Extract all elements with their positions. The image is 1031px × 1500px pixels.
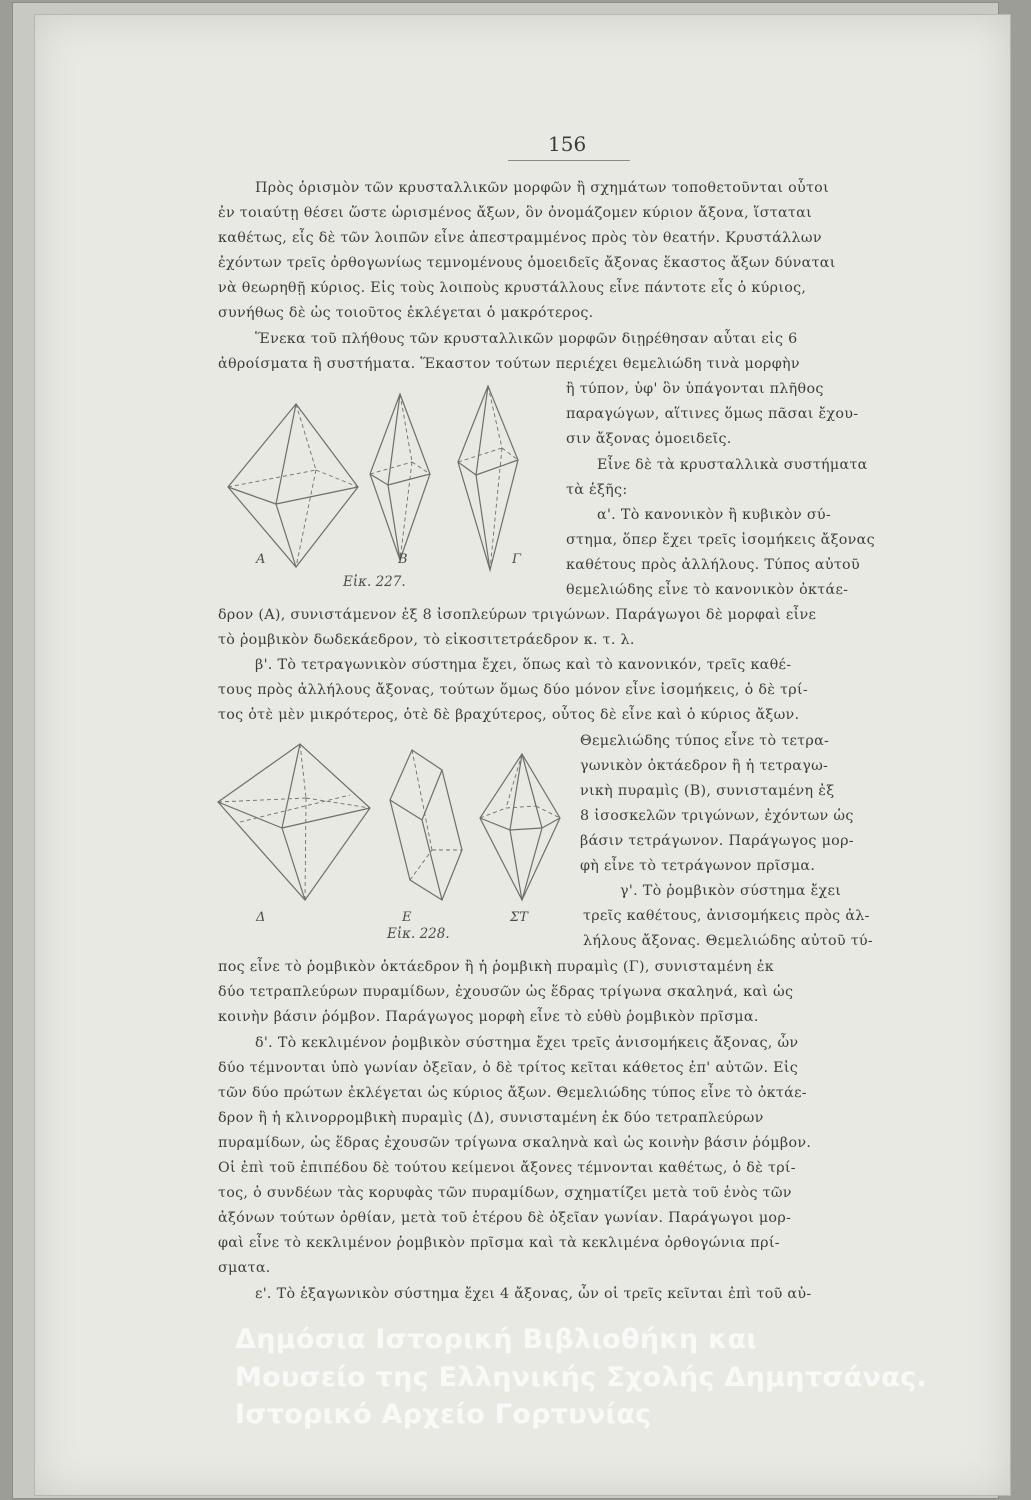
- text-line: β'. Τὸ τετραγωνικὸν σύστημα ἔχει, ὅπως καὶ τὸ κανονικόν, τρεῖς καθέ-: [255, 657, 792, 673]
- text-line: στημα, ὅπερ ἔχει τρεῖς ἰσομήκεις ἄξονας: [566, 532, 875, 548]
- text-line: ἐν τοιαύτῃ θέσει ὥστε ὡρισμένος ἄξων, ὃν ὀνομάζομεν κύριον ἄξονα, ἵσταται: [218, 205, 812, 221]
- text-line: 8 ἰσοσκελῶν τριγώνων, ἐχόντων ὡς: [580, 808, 854, 824]
- text-line: φαὶ εἶνε τὸ κεκλιμένον ῥομβικὸν πρῖσμα καὶ τὰ κεκλιμένα ὀρθογώνια πρί-: [218, 1235, 780, 1251]
- text-line: τος ὁτὲ μὲν μικρότερος, ὁτὲ δὲ βραχύτερος, οὗτος δὲ εἶνε καὶ ὁ κύριος ἄξων.: [218, 707, 800, 723]
- watermark-line: Δημόσια Ιστορική Βιβλιοθήκη και: [235, 1324, 758, 1355]
- text-line: δύο τετραπλεύρων πυραμίδων, ἐχουσῶν ὡς ἕδρας τρίγωνα σκαληνά, καὶ ὡς: [218, 984, 794, 1000]
- text-line: βάσιν τετράγωνον. Παράγωγος μορ-: [580, 833, 854, 849]
- text-line: κοινὴν βάσιν ῥόμβον. Παράγωγος μορφὴ εἶνε τὸ εὐθὺ ῥομβικὸν πρῖσμα.: [218, 1009, 759, 1025]
- figure-label-d: Δ: [256, 910, 266, 925]
- text-line: ἀθροίσματα ἢ συστήματα. Ἕκαστον τούτων περιέχει θεμελιώδη τινὰ μορφὴν: [218, 356, 800, 372]
- text-line: τὰ ἑξῆς:: [566, 482, 628, 498]
- text-line: τὸ ῥομβικὸν δωδεκάεδρον, τὸ εἰκοσιτετράεδρον κ. τ. λ.: [218, 632, 635, 648]
- text-line: α'. Τὸ κανονικὸν ἢ κυβικὸν σύ-: [597, 507, 831, 523]
- text-line: νικὴ πυραμὶς (Β), συνισταμένη ἐξ: [580, 783, 835, 799]
- figure-228-caption: Εἰκ. 228.: [387, 926, 450, 942]
- text-line: πυραμίδων, ὡς ἕδρας ἐχουσῶν τρίγωνα σκαληνὰ καὶ ὡς κοινὴν βάσιν ῥόμβον.: [218, 1135, 812, 1151]
- text-line: ἐχόντων τρεῖς ὀρθογωνίως τεμνομένους ὁμοειδεῖς ἄξονας ἕκαστος ἄξων δύναται: [218, 255, 836, 271]
- text-line: καθέτους πρὸς ἀλλήλους. Τύπος αὐτοῦ: [566, 557, 860, 573]
- text-line: ε'. Τὸ ἑξαγωνικὸν σύστημα ἔχει 4 ἄξονας, ὧν οἱ τρεῖς κεῖνται ἐπὶ τοῦ αὐ-: [255, 1286, 812, 1302]
- figure-228: [210, 740, 570, 912]
- figure-label-g: Γ: [512, 552, 522, 567]
- text-line: παραγώγων, αἵτινες ὅμως πᾶσαι ἔχου-: [566, 406, 859, 422]
- text-line: Πρὸς ὁρισμὸν τῶν κρυσταλλικῶν μορφῶν ἢ σχημάτων τοποθετοῦνται οὗτοι: [255, 180, 829, 196]
- text-line: δύο τέμνονται ὑπὸ γωνίαν ὀξεῖαν, ὁ δὲ τρίτος κεῖται κάθετος ἐπ' αὐτῶν. Εἰς: [218, 1060, 799, 1076]
- text-line: τους πρὸς ἀλλήλους ἄξονας, τούτων ὅμως δύο μόνον εἶνε ἰσομήκεις, ὁ δὲ τρί-: [218, 682, 809, 698]
- figure-label-st: ΣΤ: [510, 910, 528, 925]
- text-line: Οἱ ἐπὶ τοῦ ἐπιπέδου δὲ τούτου κείμενοι ἄξονες τέμνονται καθέτως, ὁ δὲ τρί-: [218, 1160, 796, 1176]
- text-line: τῶν δύο πρώτων ἐκλέγεται ὡς κύριος ἄξων. Θεμελιώδης τύπος εἶνε τὸ ὀκτάε-: [218, 1085, 807, 1101]
- text-line: Εἶνε δὲ τὰ κρυσταλλικὰ συστήματα: [597, 457, 868, 473]
- text-line: καθέτως, εἷς δὲ τῶν λοιπῶν εἶνε ἀπεστραμμένος πρὸς τὸν θεατήν. Κρυστάλλων: [218, 230, 822, 246]
- text-line: Ἕνεκα τοῦ πλήθους τῶν κρυσταλλικῶν μορφῶν διῃρέθησαν αὗται εἰς 6: [255, 331, 798, 347]
- figure-227-drawing: [218, 382, 558, 582]
- text-line: τος, ὁ συνδέων τὰς κορυφὰς τῶν πυραμίδων, σχηματίζει μετὰ τοῦ ἑνὸς τῶν: [218, 1185, 792, 1201]
- text-line: γ'. Τὸ ῥομβικὸν σύστημα ἔχει: [620, 883, 842, 899]
- figure-227-caption: Εἰκ. 227.: [343, 574, 406, 590]
- text-line: λήλους ἄξονας. Θεμελιώδης αὐτοῦ τύ-: [583, 933, 874, 949]
- text-line: πος εἶνε τὸ ῥομβικὸν ὀκτάεδρον ἢ ἡ ῥομβικὴ πυραμὶς (Γ), συνισταμένη ἐκ: [218, 959, 774, 975]
- text-line: συνήθως δὲ ὡς τοιοῦτος ἐκλέγεται ὁ μακρότερος.: [218, 305, 594, 321]
- text-line: φὴ εἶνε τὸ τετράγωνον πρῖσμα.: [580, 858, 816, 874]
- figure-label-b: Β: [398, 552, 408, 567]
- figure-228-drawing: [210, 740, 570, 908]
- text-line: δρον ἢ ἡ κλινορρομβικὴ πυραμὶς (Δ), συνισταμένη ἐκ δύο τετραπλεύρων: [218, 1110, 764, 1126]
- page-number-rule: [508, 160, 630, 161]
- text-line: σματα.: [218, 1260, 271, 1276]
- figure-label-e: Ε: [402, 910, 412, 925]
- text-line: Θεμελιώδης τύπος εἶνε τὸ τετρα-: [580, 733, 830, 749]
- text-line: σιν ἄξονας ὁμοειδεῖς.: [566, 431, 732, 447]
- watermark-line: Ιστορικό Αρχείο Γορτυνίας: [235, 1399, 652, 1430]
- figure-label-a: Α: [256, 552, 266, 567]
- text-line: τρεῖς καθέτους, ἀνισομήκεις πρὸς ἀλ-: [583, 908, 870, 924]
- page-number: 156: [548, 132, 587, 156]
- figure-227: [218, 382, 558, 586]
- text-line: ἀξόνων τούτων ὀρθίαν, μετὰ τοῦ ἑτέρου δὲ ὀξεῖαν γωνίαν. Παράγωγοι μορ-: [218, 1210, 792, 1226]
- watermark-line: Μουσείο της Ελληνικής Σχολής Δημητσάνας.: [235, 1362, 927, 1393]
- text-line: νὰ θεωρηθῇ κύριος. Εἰς τοὺς λοιποὺς κρυστάλλους εἶνε πάντοτε εἷς ὁ κύριος,: [218, 280, 807, 296]
- text-line: θεμελιώδης εἶνε τὸ κανονικὸν ὀκτάε-: [566, 582, 849, 598]
- text-line: δ'. Τὸ κεκλιμένον ῥομβικὸν σύστημα ἔχει τρεῖς ἀνισομήκεις ἄξονας, ὧν: [255, 1035, 799, 1051]
- text-line: δρον (Α), συνιστάμενον ἐξ 8 ἰσοπλεύρων τριγώνων. Παράγωγοι δὲ μορφαὶ εἶνε: [218, 607, 817, 623]
- text-line: ἢ τύπον, ὑφ' ὃν ὑπάγονται πλῆθος: [566, 381, 824, 397]
- text-line: γωνικὸν ὀκτάεδρον ἢ ἡ τετραγω-: [580, 758, 829, 774]
